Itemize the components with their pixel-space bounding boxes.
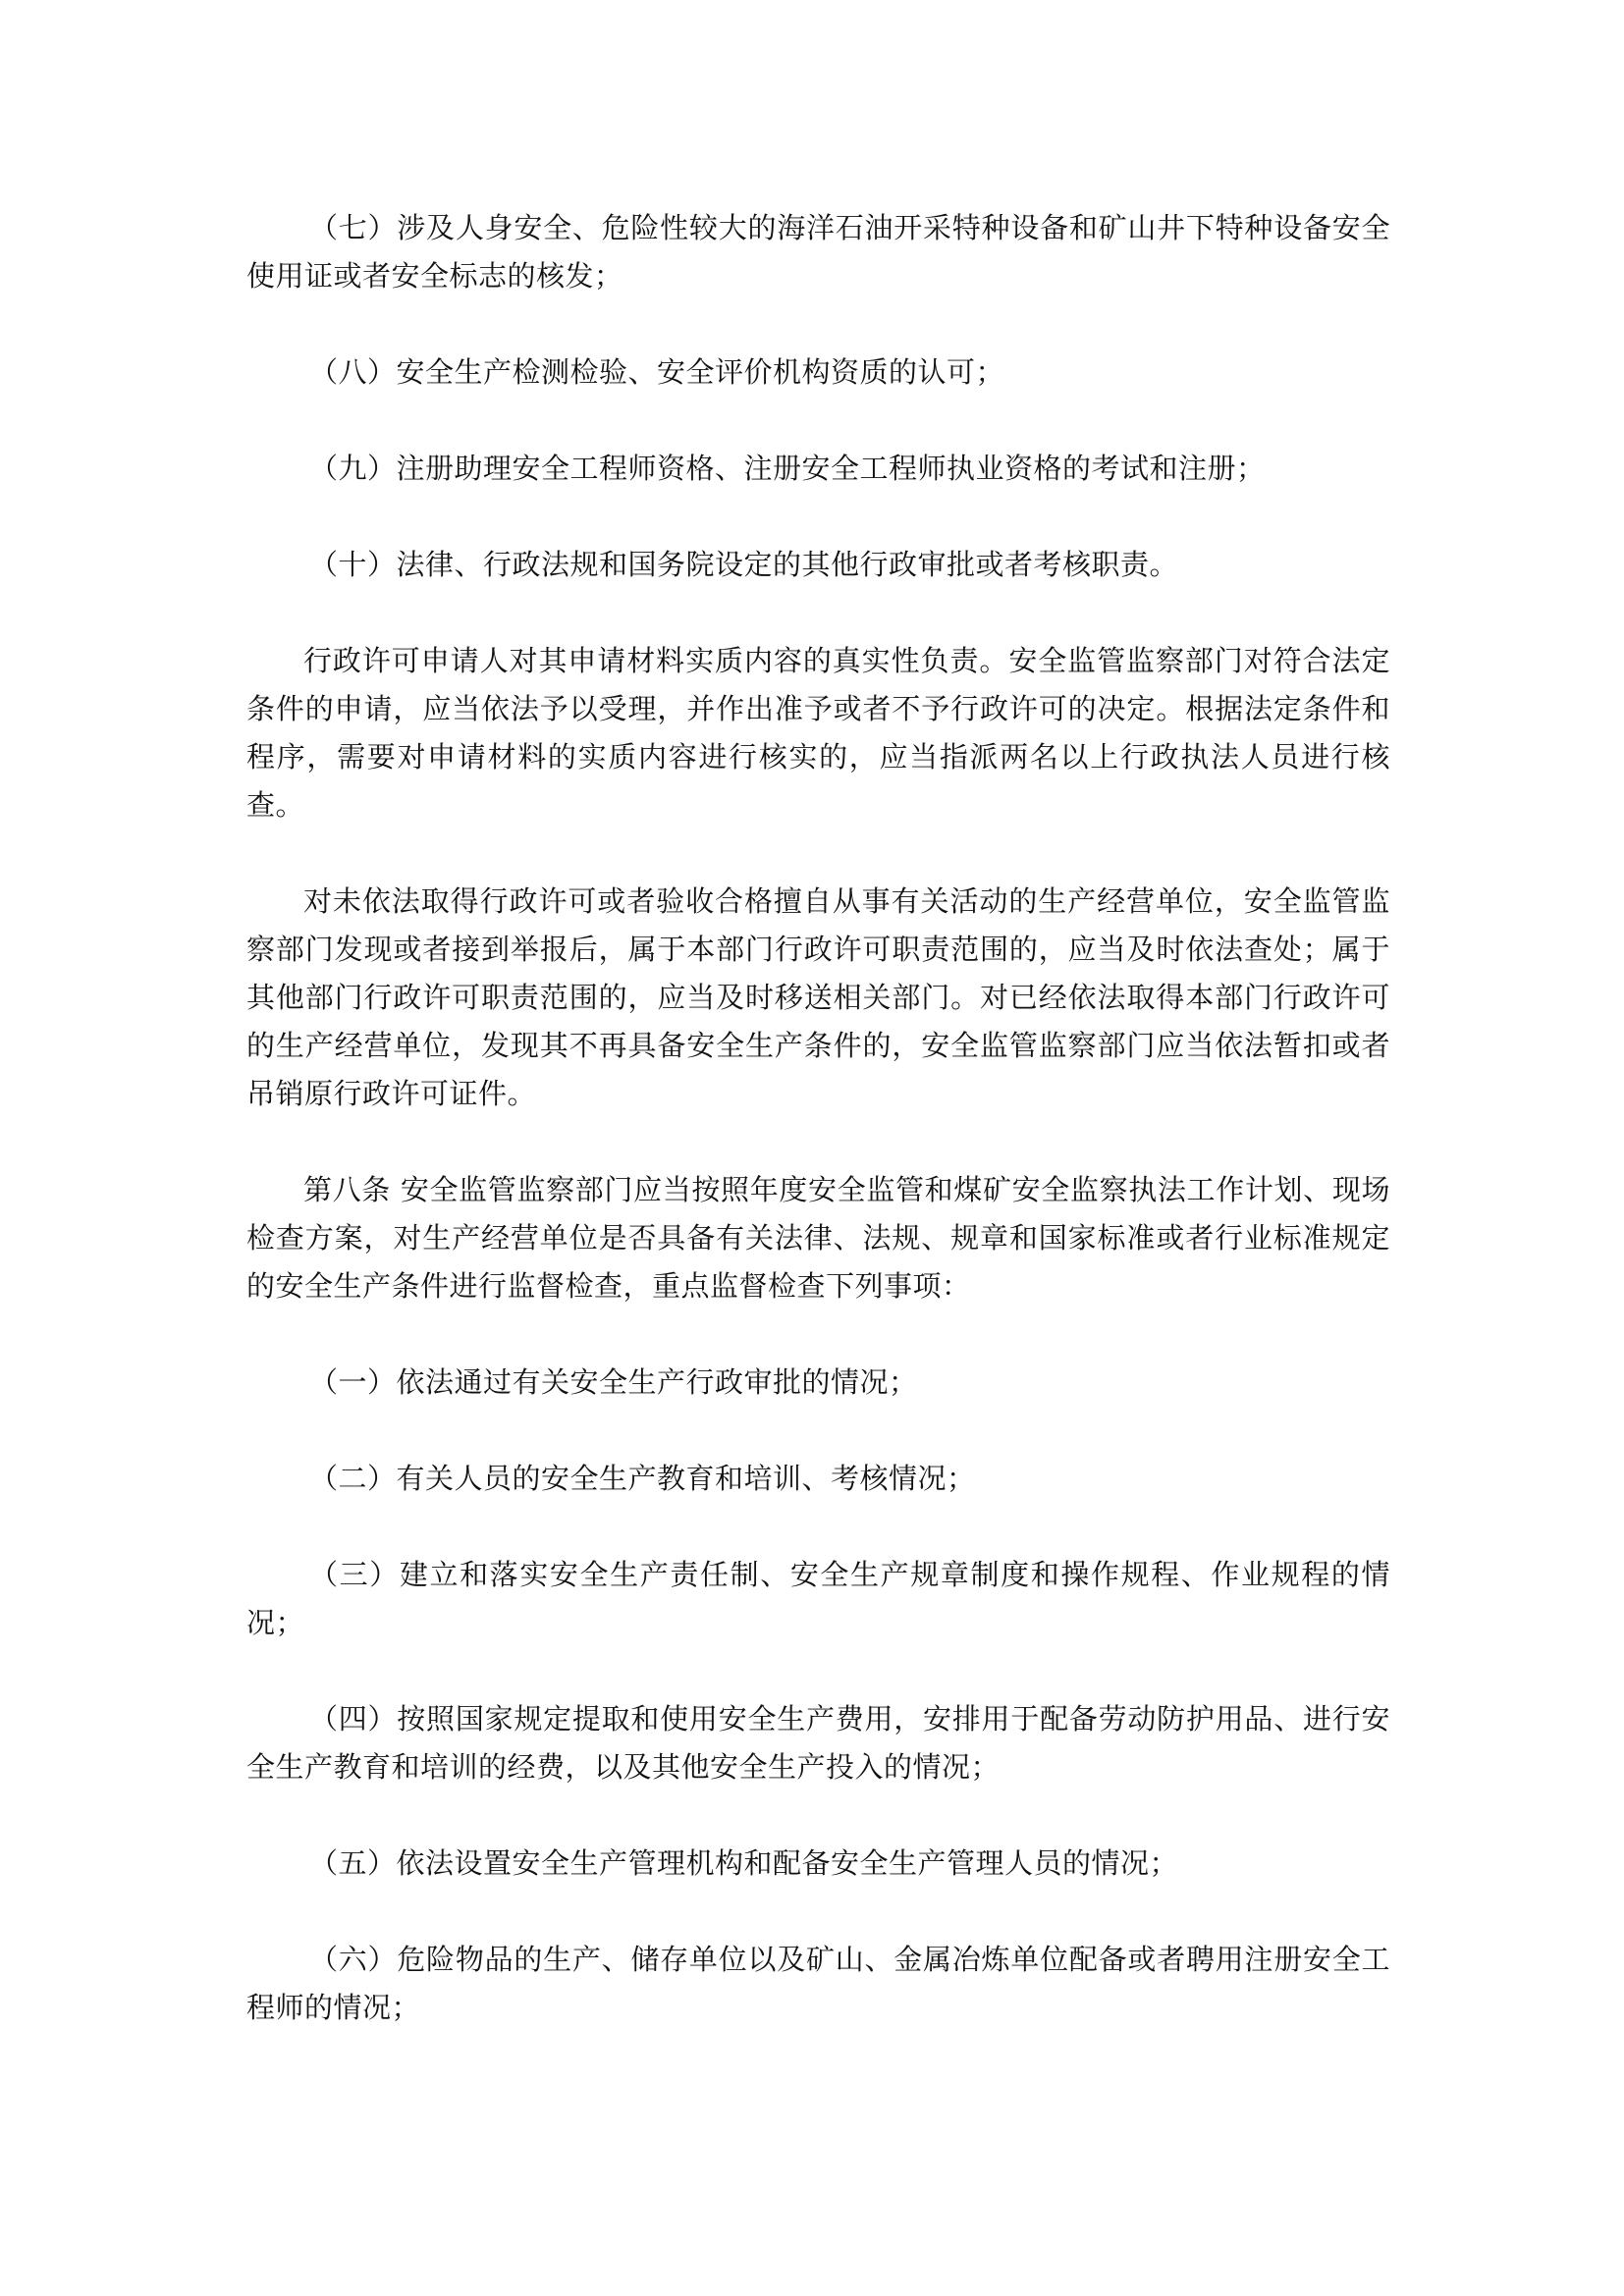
paragraph-unlicensed-handling: 对未依法取得行政许可或者验收合格擅自从事有关活动的生产经营单位，安全监管监察部门发现或者接到举报后，属于本部门行政许可职责范围的，应当及时依法查处；属于其他部门行政许可职责范围的，应当及时移送相关部门。对已经依法取得本部门行政许可的生产经营单位，发现其不再具备安全生产条件的，安全监管监察部门应当依法暂扣或者吊销原行政许可证件。 [246, 884, 1390, 1110]
paragraph-check-item-6: （六）危险物品的生产、储存单位以及矿山、金属冶炼单位配备或者聘用注册安全工程师的情况； [246, 1943, 1390, 2024]
paragraph-applicant-responsibility: 行政许可申请人对其申请材料实质内容的真实性负责。安全监管监察部门对符合法定条件的申请，应当依法予以受理，并作出准予或者不予行政许可的决定。根据法定条件和程序，需要对申请材料的实质内容进行核实的，应当指派两名以上行政执法人员进行核查。 [246, 644, 1390, 822]
document-body [246, 204, 1390, 2080]
paragraph-item-10: （十）法律、行政法规和国务院设定的其他行政审批或者考核职责。 [309, 548, 1179, 581]
paragraph-item-7: （七）涉及人身安全、危险性较大的海洋石油开采特种设备和矿山井下特种设备安全使用证或者安全标志的核发； [246, 211, 1390, 293]
paragraph-check-item-5: （五）依法设置安全生产管理机构和配备安全生产管理人员的情况； [309, 1846, 1179, 1880]
paragraph-check-item-1: （一）依法通过有关安全生产行政审批的情况； [309, 1365, 918, 1399]
paragraph-item-9: （九）注册助理安全工程师资格、注册安全工程师执业资格的考试和注册； [309, 452, 1266, 485]
paragraph-article-8: 第八条 安全监管监察部门应当按照年度安全监管和煤矿安全监察执法工作计划、现场检查方案，对生产经营单位是否具备有关法律、法规、规章和国家标准或者行业标准规定的安全生产条件进行监督检查，重点监督检查下列事项： [246, 1173, 1390, 1303]
paragraph-check-item-4: （四）按照国家规定提取和使用安全生产费用，安排用于配备劳动防护用品、进行安全生产教育和培训的经费，以及其他安全生产投入的情况； [246, 1702, 1390, 1784]
paragraph-check-item-2: （二）有关人员的安全生产教育和培训、考核情况； [309, 1462, 976, 1495]
paragraph-item-8: （八）安全生产检测检验、安全评价机构资质的认可； [309, 355, 1005, 389]
paragraph-check-item-3: （三）建立和落实安全生产责任制、安全生产规章制度和操作规程、作业规程的情况； [246, 1558, 1390, 1639]
